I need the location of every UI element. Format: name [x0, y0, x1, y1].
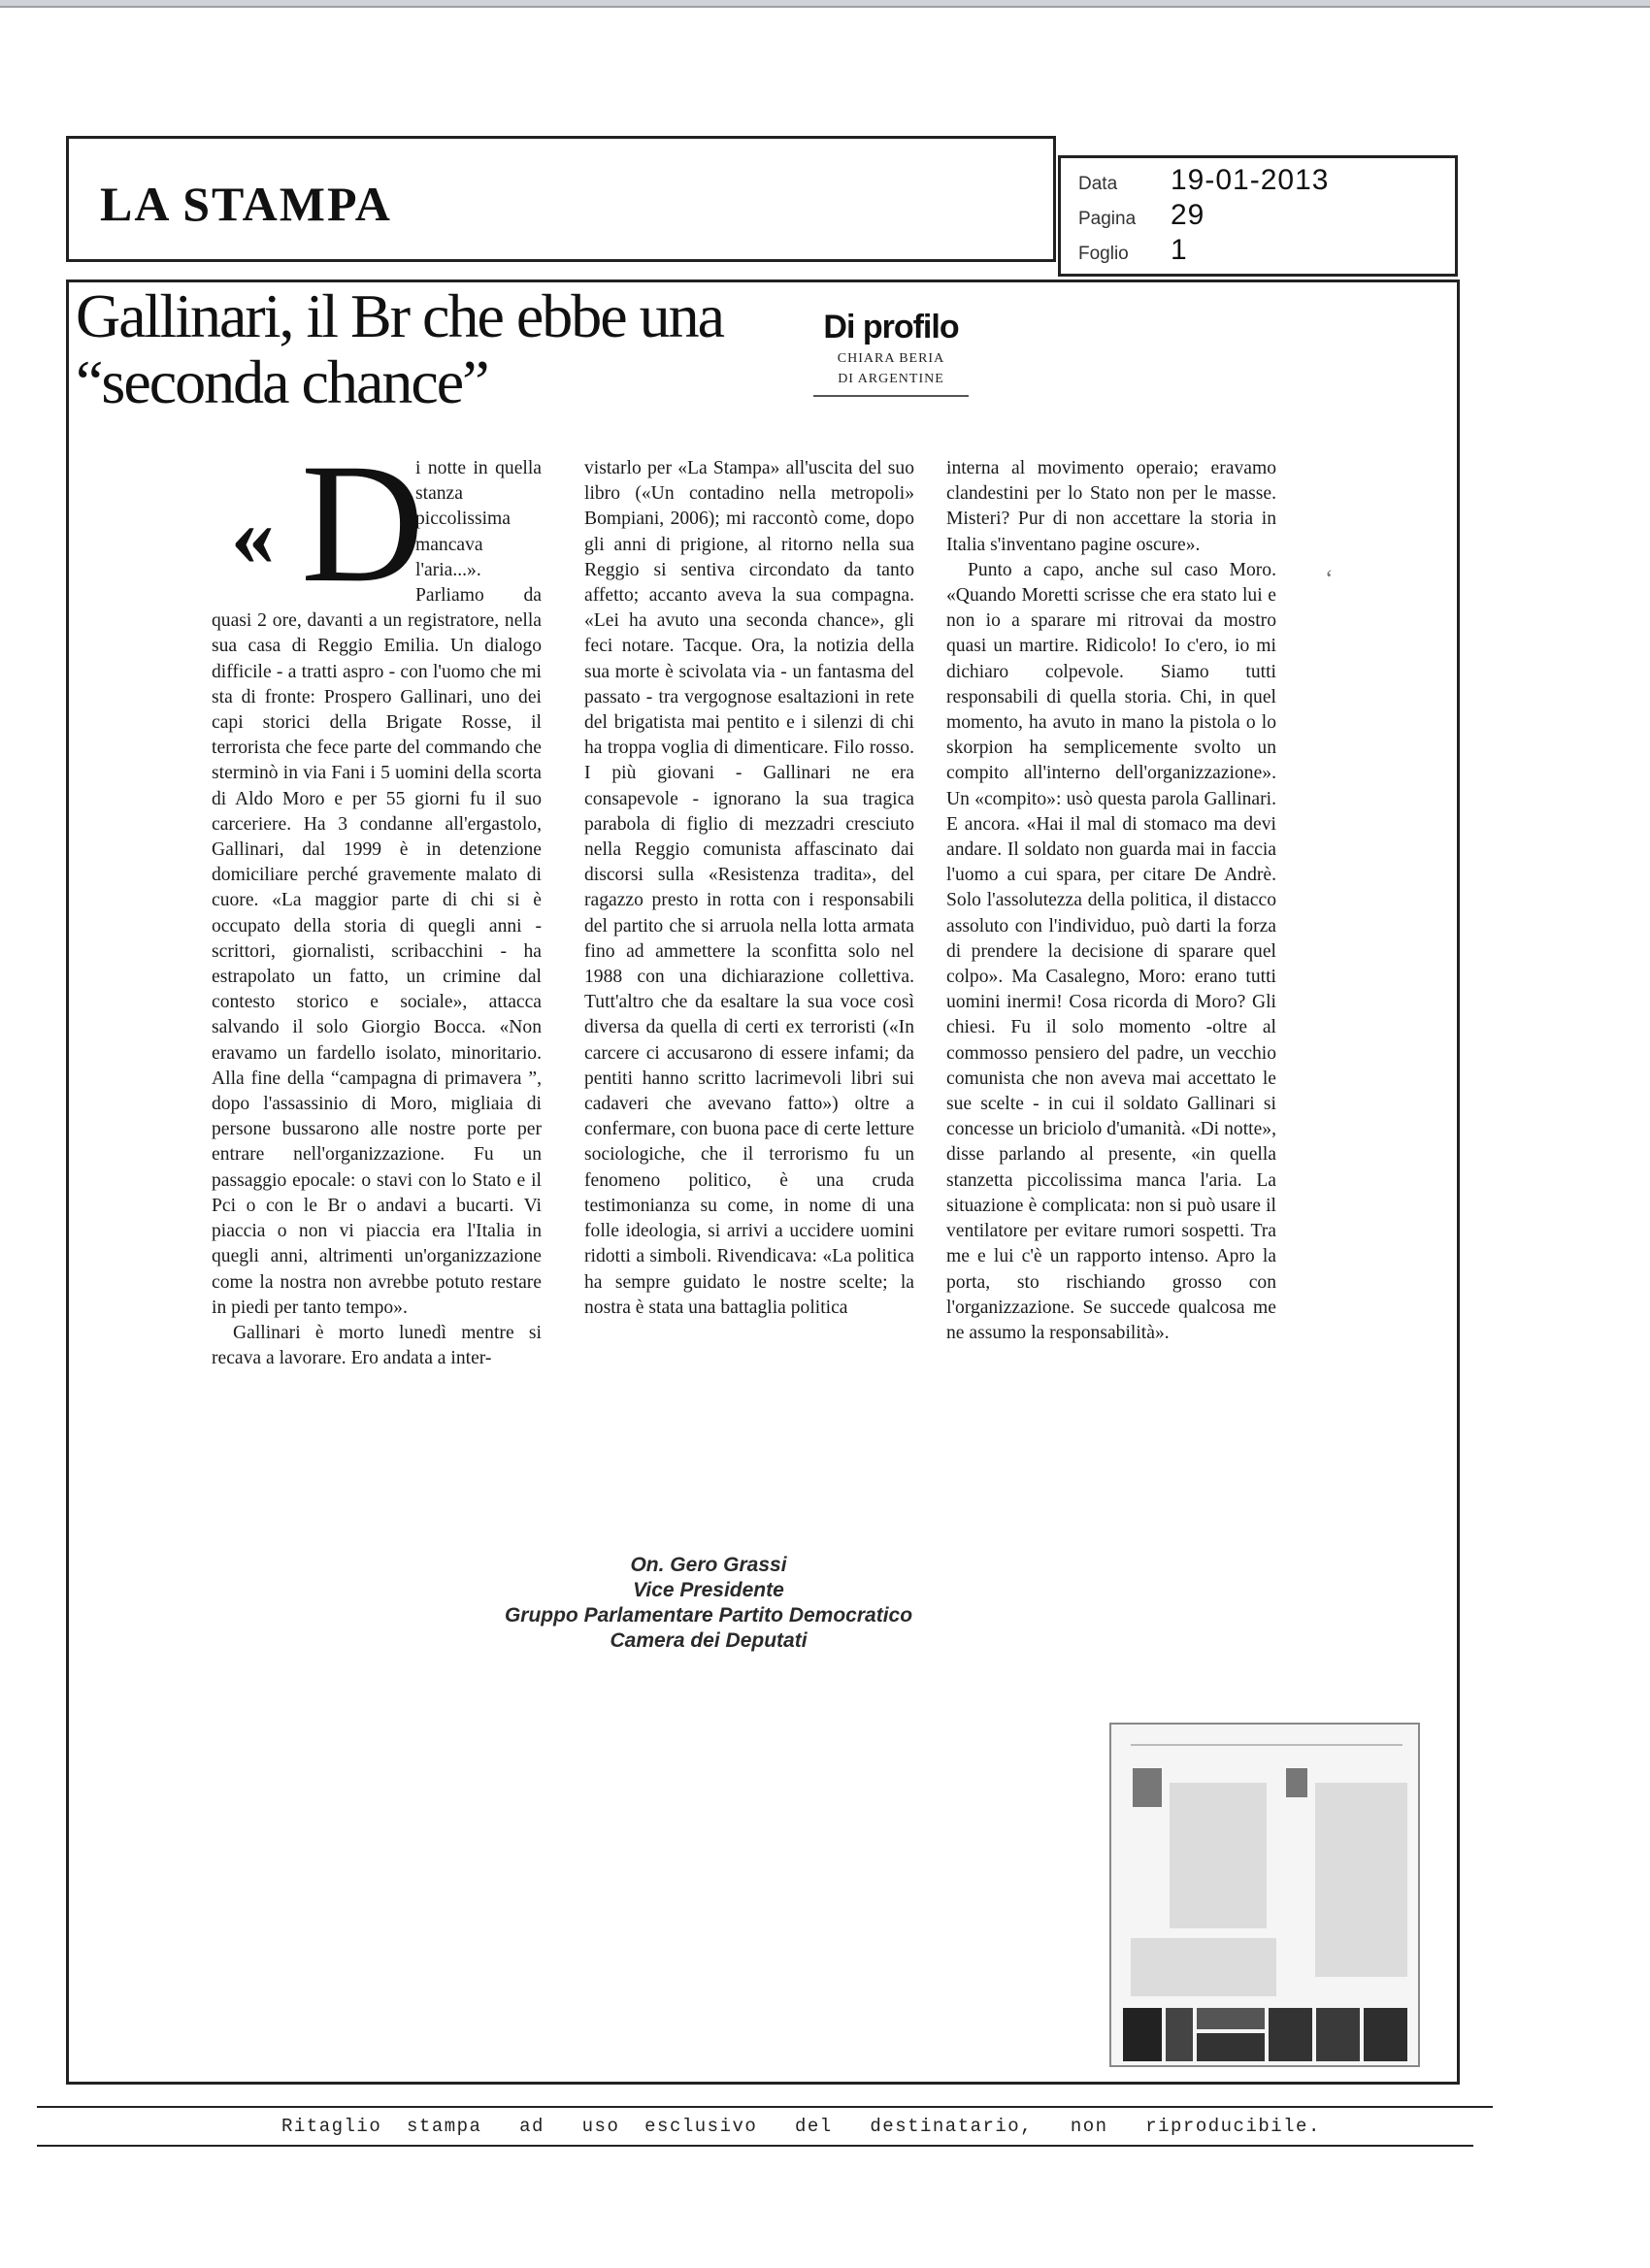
masthead-box	[66, 136, 1056, 262]
sheet-value: 1	[1171, 234, 1188, 266]
signature-role: Vice Presidente	[633, 1579, 784, 1601]
paragraph: interna al movimento operaio; eravamo clandestini per lo Stato non per le masse. Misteri? Pur di non accettare la storia in Italia s'inventano pagine oscure».	[946, 458, 1276, 555]
sheet-label: Foglio	[1078, 244, 1129, 264]
date-value: 19-01-2013	[1171, 164, 1330, 196]
thumbnail-headline	[1197, 2008, 1265, 2029]
rubric-author-line1: CHIARA BERIA	[837, 351, 945, 366]
rubric-divider	[813, 395, 969, 397]
opening-guillemet: «	[231, 488, 275, 584]
thumbnail-text-block	[1131, 1938, 1276, 1996]
paragraph: Punto a capo, anche sul caso Moro. «Quando Moretti scrisse che era stato lui e non io a sparare mi ritrovai da mostro quasi un martire. Ridicolo! Io c'ero, io mi dichiaro colpevole. Siamo tutti responsabili di quella storia. Chi, in quel momento, ha avuto in mano la pistola o lo skorpion ha semplicemente svolto un compito all'interno dell'organizzazione». Un «compito»: usò questa parola Gallinari. E ancora. «Hai il mal di stomaco ma devi andare. Il soldato non guarda mai in faccia l'uomo a cui spara, per citare De Andrè. Solo l'assolutezza della politica, il distacco assoluto con l'individuo, può darti la forza di prendere la decisione di sparare quel colpo». Ma Casalegno, Moro: erano tutti uomini inermi! Cosa ricorda di Moro? Gli chiesi. Fu il solo momento -oltre al commosso pensiero del padre, un vecchio comunista che non aveva mai accettato le sue scelte - in cui il soldato Gallinari si concesse un briciolo d'umanità. «Di notte», disse parlando al presente, «in quella stanzetta piccolissima manca l'aria. La situazione è complicata: non si può usare il ventilatore per evitare rumori sospetti. Tra me e lui c'è un rapporto intenso. Apro la porta, sto rischiando grosso con l'organizzazione. Se succede qualcosa me ne assumo la responsabilità».	[946, 559, 1276, 1343]
article-column-3	[946, 456, 1276, 1346]
rubric-title: Di profilo	[823, 309, 959, 345]
article-column-2	[584, 456, 914, 1321]
thumbnail-image	[1123, 2008, 1162, 2061]
paragraph: i notte in quella stanza piccolissima mancava l'aria...». Parliamo da quasi 2 ore, davanti a un registratore, nella sua casa di Reggio Emilia. Un dialogo difficile - a tratti aspro - con l'uomo che mi sta di fronte: Prospero Gallinari, uno dei capi storici della Brigate Rosse, il terrorista che fece parte del commando che sterminò in via Fani i 5 uomini della scorta di Aldo Moro e per 55 giorni fu il suo carceriere. Ha 3 condanne all'ergastolo, Gallinari, dal 1999 è in detenzione domiciliare perché gravemente malato di cuore. «La maggior parte di chi si è occupato della storia di quegli anni - scrittori, giornalisti, scribacchini - ha estrapolato un fatto, un crimine dal contesto storico e sociale», attacca salvando il solo Giorgio Bocca. «Non eravamo un fardello isolato, minoritario. Alla fine della “campagna di primavera ”, dopo l'assassinio di Moro, migliaia di persone bussarono alle nostre porte per entrare nell'organizzazione. Fu un passaggio epocale: o stavi con lo Stato e il Pci o con le Br o andavi a bucarti. Vi piaccia o non vi piaccia era l'Italia in quegli anni, altrimenti un'organizzazione come la nostra non avrebbe potuto restare in piedi per tanto tempo».	[212, 458, 542, 1318]
rubric-author-line2: DI ARGENTINE	[838, 372, 944, 386]
thumbnail-rule	[1131, 1744, 1402, 1746]
signature-block	[485, 1553, 932, 1654]
date-label: Data	[1078, 174, 1118, 194]
article-headline: Gallinari, il Br che ebbe una “seconda chance”	[76, 281, 724, 416]
thumbnail-image	[1316, 2008, 1360, 2061]
thumbnail-image	[1166, 2008, 1193, 2061]
footer-disclaimer: Ritaglio stampa ad uso esclusivo del destinatario, non riproducibile.	[281, 2116, 1321, 2137]
column-rubric	[813, 309, 969, 397]
newspaper-masthead: LA STAMPA	[100, 177, 392, 231]
thumbnail-text-block	[1315, 1783, 1407, 1977]
drop-cap-letter: D	[301, 429, 425, 618]
thumbnail-dropcap	[1286, 1768, 1307, 1797]
dropcap-block	[212, 429, 425, 618]
thumbnail-image	[1364, 2008, 1407, 2061]
article-column-1	[212, 429, 542, 1371]
info-row-sheet	[1078, 234, 1188, 267]
scan-speck: ʻ	[1325, 565, 1334, 593]
info-row-page	[1078, 199, 1204, 232]
paragraph: vistarlo per «La Stampa» all'uscita del suo libro («Un contadino nella metropoli» Bompiani, 2006); mi raccontò come, dopo gli anni di prigione, al ritorno nella sua Reggio si sentiva circondato da tanto affetto; accanto aveva la sua compagna. «Lei ha avuto una seconda chance», gli feci notare. Tacque. Ora, la notizia della sua morte è scivolata via - un fantasma del passato - tra vergognose esaltazioni in rete del brigatista mai pentito e i silenzi di chi ha troppa voglia di dimenticare. Filo rosso. I più giovani - Gallinari ne era consapevole - ignorano la sua tragica parabola di figlio di mezzadri cresciuto nella Reggio comunista affascinato dai discorsi sulla «Resistenza tradita», del ragazzo presto in rotta con i responsabili del partito che si arruola nella lotta armata fino ad ammettere la sconfitta solo nel 1988 con una dichiarazione collettiva. Tutt'altro che da esaltare la sua voce così diversa da quella di certi ex terroristi («In carcere ci accusarono di essere infami; da pentiti hanno scritto lacrimevoli libri sui cadaveri che avevano fatto») oltre a confermare, con buona pace di certe letture sociologiche, che il terrorismo fu un fenomeno politico, è una cruda testimonianza su come, in nome di una folle ideologia, si arrivi a uccidere uomini ridotti a simboli. Rivendicava: «La politica ha sempre guidato le nostre scelte; la nostra è stata una battaglia politica	[584, 458, 914, 1318]
thumbnail-image	[1269, 2008, 1312, 2061]
signature-group: Gruppo Parlamentare Partito Democratico	[504, 1604, 913, 1627]
signature-name: On. Gero Grassi	[630, 1554, 787, 1576]
thumbnail-dropcap	[1133, 1768, 1162, 1807]
footer-top-rule	[37, 2106, 1493, 2108]
info-row-date	[1078, 164, 1329, 197]
footer-bottom-rule	[37, 2145, 1473, 2147]
page-label: Pagina	[1078, 209, 1137, 229]
scan-top-edge	[0, 0, 1650, 8]
thumbnail-text-block	[1170, 1783, 1267, 1928]
page-value: 29	[1171, 199, 1205, 231]
thumbnail-image	[1197, 2033, 1265, 2061]
clipping-info-box	[1058, 155, 1458, 277]
page-thumbnail	[1109, 1723, 1420, 2067]
signature-chamber: Camera dei Deputati	[610, 1629, 808, 1652]
paragraph: Gallinari è morto lunedì mentre si recava a lavorare. Ero andata a inter-	[212, 1322, 542, 1369]
